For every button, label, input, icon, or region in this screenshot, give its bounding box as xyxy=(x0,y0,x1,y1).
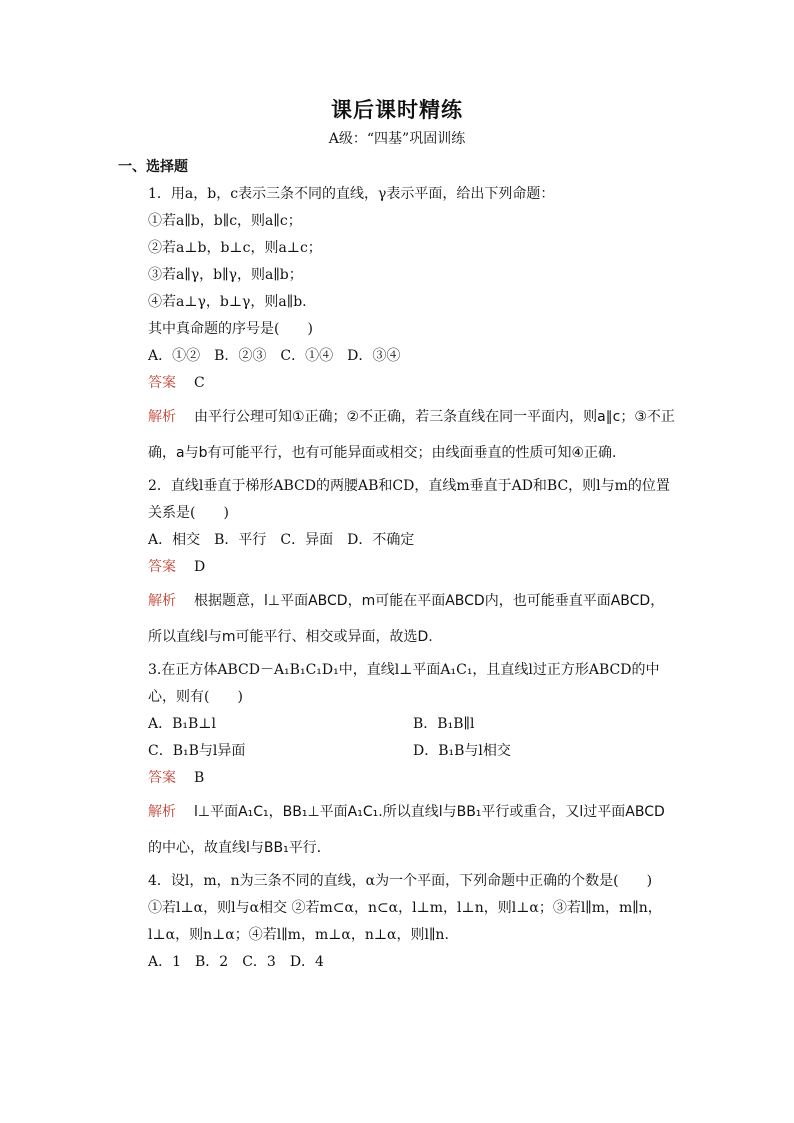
explanation-label: 解析 xyxy=(148,593,176,609)
section-heading: 一、选择题 xyxy=(118,159,188,175)
q1-ask: 其中真命题的序号是( ) xyxy=(148,321,313,337)
q1-stem: 1．用a，b，c表示三条不同的直线，γ表示平面，给出下列命题： xyxy=(148,186,555,202)
explanation-text: l⊥平面A₁C₁，BB₁⊥平面A₁C₁.所以直线l与BB₁平行或重合，又l过平面ABCD的中心，故直线l与BB₁平行． xyxy=(148,804,665,856)
answer-label: 答案 xyxy=(148,770,176,786)
q1-item-3: ③若a∥γ，b∥γ，则a∥b； xyxy=(148,267,303,283)
page-subtitle: A级：“四基”巩固训练 xyxy=(328,131,466,147)
q1-item-2: ②若a⊥b，b⊥c，则a⊥c； xyxy=(148,240,322,256)
q3-option-c: C．B₁B与l异面 xyxy=(148,743,246,759)
explanation-label: 解析 xyxy=(148,409,176,425)
q2-stem: 2．直线l垂直于梯形ABCD的两腰AB和CD，直线m垂直于AD和BC，则l与m的位置关系是( ) xyxy=(148,478,670,521)
q1-answer xyxy=(118,370,678,397)
q3-stem: 3.在正方体ABCD－A₁B₁C₁D₁中，直线l⊥平面A₁C₁，且直线l过正方形ABCD的中心，则有( ) xyxy=(148,662,660,705)
q3-explanation xyxy=(118,794,678,866)
answer-value: C xyxy=(194,375,205,391)
explanation-text: 由平行公理可知①正确；②不正确，若三条直线在同一平面内，则a∥c；③不正确，a与b有可能平行，也有可能异面或相交；由线面垂直的性质可知④正确． xyxy=(148,409,675,461)
q1-explanation xyxy=(118,399,678,471)
q2-options: A．相交 B．平行 C．异面 D．不确定 xyxy=(148,532,415,548)
answer-label: 答案 xyxy=(148,559,176,575)
q4-stem: 4．设l，m，n为三条不同的直线，α为一个平面，下列命题中正确的个数是( ) xyxy=(148,873,653,889)
q4-body: ①若l⊥α，则l与α相交 ②若m⊂α，n⊂α，l⊥m，l⊥n，则l⊥α；③若l∥m，m∥n，l⊥α，则n⊥α；④若l∥m，m⊥α，n⊥α，则l∥n. xyxy=(148,900,662,943)
q2-explanation xyxy=(118,583,678,655)
explanation-text: 根据题意，l⊥平面ABCD，m可能在平面ABCD内，也可能垂直平面ABCD，所以直线l与m可能平行、相交或异面，故选D. xyxy=(148,593,665,645)
answer-value: D xyxy=(194,559,206,575)
q3-options-row-1 xyxy=(118,711,678,738)
answer-label: 答案 xyxy=(148,375,176,391)
q3-options-row-2 xyxy=(118,738,678,765)
answer-value: B xyxy=(194,770,205,786)
q3-option-b: B．B₁B∥l xyxy=(413,716,475,732)
q1-options: A．①② B．②③ C．①④ D．③④ xyxy=(148,348,401,364)
q4-options: A．1 B．2 C．3 D．4 xyxy=(148,954,324,970)
explanation-label: 解析 xyxy=(148,804,176,820)
q3-option-a: A．B₁B⊥l xyxy=(148,716,216,732)
q3-option-d: D．B₁B与l相交 xyxy=(413,743,511,759)
document-content xyxy=(118,154,678,976)
q2-answer xyxy=(118,554,678,581)
page-title: 课后课时精练 xyxy=(331,97,463,122)
q1-item-1: ①若a∥b，b∥c，则a∥c； xyxy=(148,213,302,229)
q3-answer xyxy=(118,765,678,792)
q1-item-4: ④若a⊥γ，b⊥γ，则a∥b. xyxy=(148,294,307,310)
